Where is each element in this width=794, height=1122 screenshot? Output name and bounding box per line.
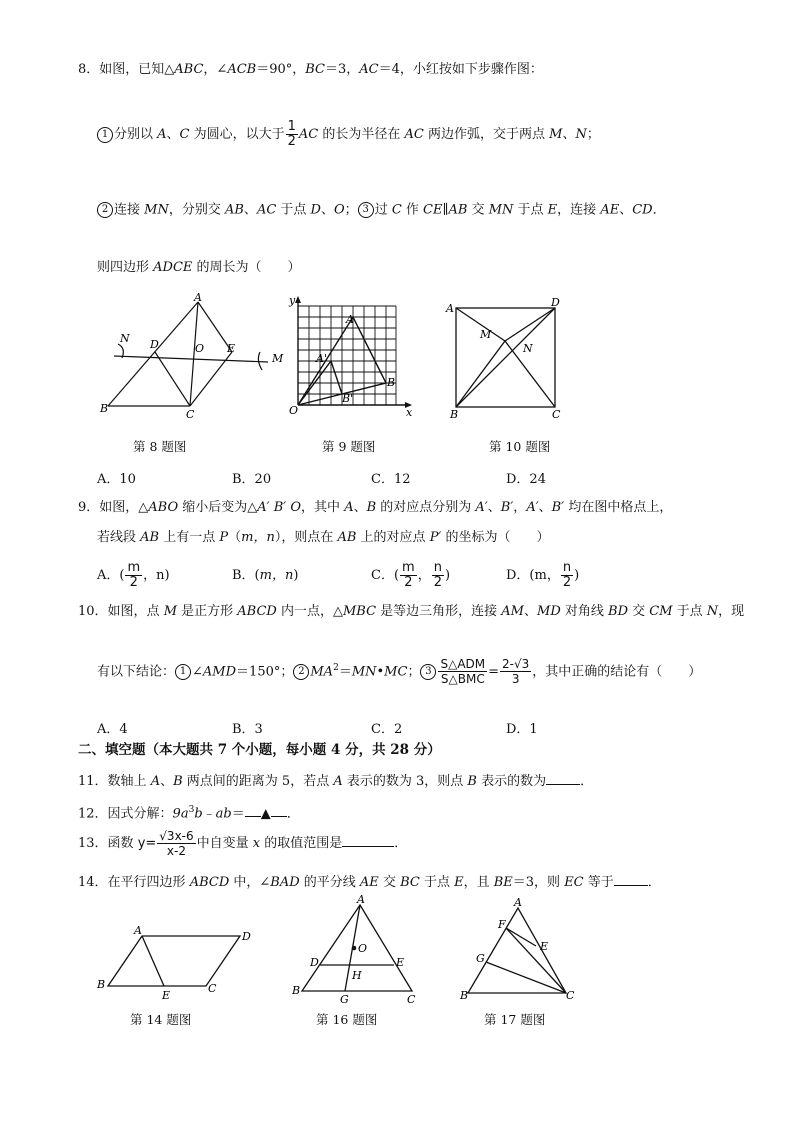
fig17-label-F: F bbox=[498, 918, 506, 931]
q12-blank-right[interactable] bbox=[271, 804, 287, 817]
q8-option-b[interactable]: B．20 bbox=[232, 472, 272, 487]
fig16-label-H: H bbox=[352, 969, 362, 982]
fig8-label-B: B bbox=[100, 402, 109, 415]
fig17-label-E: E bbox=[540, 940, 549, 953]
fig14-label-D: D bbox=[242, 930, 251, 943]
q8-option-d[interactable]: D．24 bbox=[506, 472, 546, 487]
fig14-label-B: B bbox=[97, 978, 106, 991]
figure-10 bbox=[444, 296, 569, 421]
fig9-label-x: x bbox=[406, 406, 413, 419]
fig9-label-B: B bbox=[387, 376, 396, 389]
q10-option-d[interactable]: D．1 bbox=[506, 722, 538, 737]
caption-fig10: 第 10 题图 bbox=[489, 439, 551, 454]
figure-8 bbox=[100, 292, 285, 422]
fig14-label-A: A bbox=[134, 924, 142, 937]
caption-fig8: 第 8 题图 bbox=[133, 439, 187, 454]
fig10-label-M: M bbox=[480, 328, 492, 341]
triangle-marker-icon: ▲ bbox=[260, 806, 271, 822]
fig10-label-D: D bbox=[551, 296, 560, 309]
fig17-label-G: G bbox=[476, 952, 485, 965]
q12-blank-left[interactable] bbox=[245, 804, 261, 817]
q8-stem: 8．如图，已知△ABC，∠ACB＝90°，BC＝3，AC＝4，小红按如下步骤作图： bbox=[78, 62, 543, 77]
fig9-label-A: A bbox=[346, 313, 354, 326]
figure-9 bbox=[286, 296, 416, 418]
q11-answer-blank[interactable] bbox=[546, 772, 580, 785]
q13: 13．函数 y= $\frac{√3x-6}{x-2}$ 中自变量 x 的取值范围是 ． bbox=[78, 829, 408, 858]
fig8-label-M: M bbox=[272, 352, 284, 365]
fig9-label-B1: B' bbox=[342, 392, 354, 405]
fig17-label-A: A bbox=[514, 896, 522, 909]
fig10-label-B: B bbox=[450, 408, 459, 421]
figure-14 bbox=[94, 922, 264, 1002]
half-fraction: $\frac{1}{2}$ bbox=[287, 119, 296, 149]
figure-17 bbox=[456, 898, 586, 1004]
caption-fig17: 第 17 题图 bbox=[484, 1012, 546, 1027]
fig16-label-A: A bbox=[357, 893, 365, 906]
q11: 11．数轴上 A、B 两点间的距离为 5，若点 A 表示的数为 3，则点 B 表示的数为 ． bbox=[78, 774, 594, 789]
caption-fig14: 第 14 题图 bbox=[130, 1012, 192, 1027]
fig8-label-O: O bbox=[195, 342, 205, 355]
q8-ask: 则四边形 ADCE 的周长为（ ） bbox=[97, 260, 301, 275]
fig16-label-E: E bbox=[396, 956, 405, 969]
fig8-label-A: A bbox=[194, 291, 202, 304]
fig10-label-C: C bbox=[552, 408, 561, 421]
caption-fig16: 第 16 题图 bbox=[316, 1012, 378, 1027]
fig17-label-B: B bbox=[460, 989, 469, 1002]
fig16-label-B: B bbox=[292, 984, 301, 997]
fig10-label-A: A bbox=[446, 302, 454, 315]
q12: 12．因式分解：$9a^3b﹣ab=$ ▲ ． bbox=[78, 805, 300, 822]
fig9-label-y: y bbox=[289, 294, 296, 307]
q8-step1: 1 分别以 A、C 为圆心，以大于 $\frac{1}{2}$ AC 的长为半径在 AC 两边作弧，交于两点 M、N； bbox=[97, 120, 600, 150]
fig8-label-N: N bbox=[120, 332, 130, 345]
fig17-label-C: C bbox=[566, 989, 575, 1002]
q8-option-a[interactable]: A．10 bbox=[97, 472, 136, 487]
q14-answer-blank[interactable] bbox=[614, 873, 648, 886]
fig16-label-D: D bbox=[310, 956, 319, 969]
q9-option-a[interactable]: A．( $\frac{m}{2}$ ，n) bbox=[97, 560, 170, 590]
fig8-label-C: C bbox=[186, 408, 195, 421]
q10-line1: 10．如图，点 M 是正方形 ABCD 内一点，△MBC 是等边三角形，连接 AM、MD 对角线 BD 交 CM 于点 N，现 bbox=[78, 604, 745, 619]
q8-option-c[interactable]: C．12 bbox=[371, 472, 411, 487]
fig16-label-G: G bbox=[340, 993, 349, 1006]
q13-answer-blank[interactable] bbox=[342, 834, 394, 847]
fig14-label-C: C bbox=[208, 982, 217, 995]
q9-line2: 若线段 AB 上有一点 P（m，n），则点在 AB 上的对应点 P′ 的坐标为（ ） bbox=[97, 530, 550, 545]
q9-option-d[interactable]: D．(m， $\frac{n}{2}$ ) bbox=[506, 560, 580, 590]
fig14-label-E: E bbox=[162, 989, 171, 1002]
figure-16 bbox=[290, 895, 420, 1005]
caption-fig9: 第 9 题图 bbox=[322, 439, 376, 454]
q9-option-b[interactable]: B．(m，n) bbox=[232, 568, 299, 583]
q10-line2: 有以下结论： 1 ∠AMD＝150°； 2 $MA^2=MN•MC$； 3 $\frac{\text{S△ADM}}{\text{S△BMC}}$ = $\frac{2-√3}{3}$ ，其中正确的结论有（ ） bbox=[97, 657, 702, 687]
fig9-label-A1: A' bbox=[316, 352, 327, 365]
fig16-label-C: C bbox=[407, 993, 416, 1006]
fig10-label-N: N bbox=[523, 342, 533, 355]
q8-step2-3: 2 连接 MN，分别交 AB、AC 于点 D、O； 3 过 C 作 CE∥AB 交 MN 于点 E，连接 AE、CD． bbox=[97, 202, 666, 219]
fig16-label-O: O bbox=[358, 942, 368, 955]
fig8-label-E: E bbox=[227, 342, 236, 355]
q9-line1: 9．如图，△ABO 缩小后变为△A′ B′ O，其中 A、B 的对应点分别为 A′、B′，A′、B′ 均在图中格点上， bbox=[78, 500, 673, 515]
fig9-label-O: O bbox=[289, 404, 299, 417]
section-2-heading: 二、填空题（本大题共 7 个小题，每小题 4 分，共 28 分） bbox=[78, 742, 441, 758]
q10-option-a[interactable]: A．4 bbox=[97, 722, 128, 737]
q9-option-c[interactable]: C．( $\frac{m}{2}$ ， $\frac{n}{2}$ ) bbox=[371, 560, 451, 590]
fig8-label-D: D bbox=[150, 338, 159, 351]
q10-option-c[interactable]: C．2 bbox=[371, 722, 403, 737]
q14: 14．在平行四边形 ABCD 中，∠BAD 的平分线 AE 交 BC 于点 E，且 BE＝3，则 EC 等于 ． bbox=[78, 875, 661, 890]
q10-option-b[interactable]: B．3 bbox=[232, 722, 263, 737]
